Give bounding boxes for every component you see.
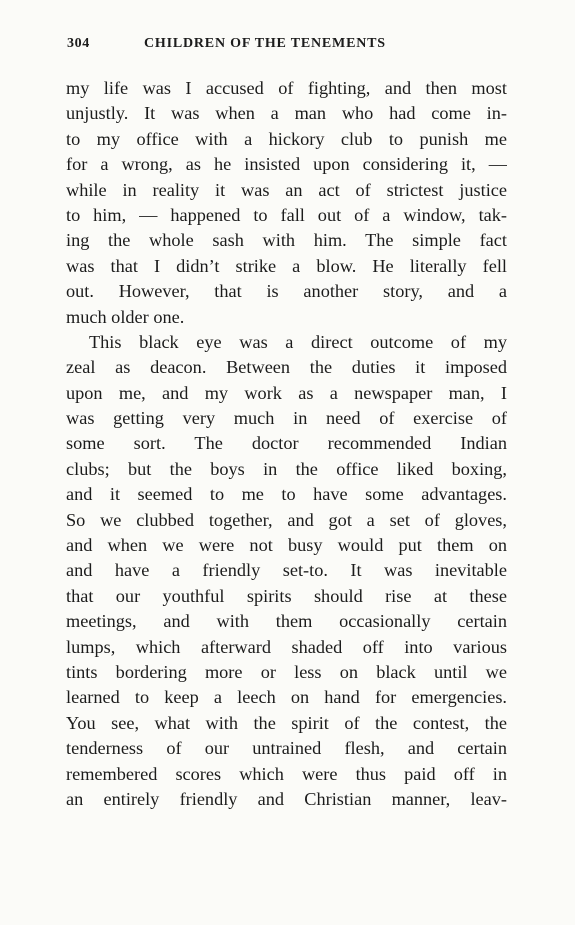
- text-line: So we clubbed together, and got a set of gloves,: [66, 509, 507, 530]
- text-line: was that I didn’t strike a blow. He literally fell: [66, 255, 507, 276]
- text-line: unjustly. It was when a man who had come in-: [66, 103, 507, 124]
- text-line: lumps, which afterward shaded off into various: [66, 636, 507, 657]
- text-line: some sort. The doctor recommended Indian: [66, 433, 507, 454]
- text-line: and when we were not busy would put them on: [66, 535, 507, 556]
- paragraph-end-line: much older one.: [66, 306, 185, 327]
- text-line: while in reality it was an act of strictest justice: [66, 179, 507, 200]
- text-line: to him, — happened to fall out of a window, tak-: [66, 204, 507, 225]
- text-line: zeal as deacon. Between the duties it imposed: [66, 357, 507, 378]
- text-line: an entirely friendly and Christian manner, leav-: [66, 788, 507, 809]
- text-line: out. However, that is another story, and a: [66, 281, 507, 302]
- text-line: upon me, and my work as a newspaper man, I: [66, 382, 507, 403]
- text-line: that our youthful spirits should rise at these: [66, 585, 507, 606]
- text-line: my life was I accused of fighting, and then most: [66, 78, 507, 98]
- paragraph-start-line: This black eye was a direct outcome of my: [89, 331, 507, 352]
- text-line: clubs; but the boys in the office liked boxing,: [66, 458, 507, 479]
- text-line: and it seemed to me to have some advantages.: [66, 484, 507, 505]
- text-line: ing the whole sash with him. The simple fact: [66, 230, 507, 251]
- text-line: was getting very much in need of exercise of: [66, 408, 507, 429]
- text-line: to my office with a hickory club to punish me: [66, 128, 507, 149]
- text-line: tints bordering more or less on black until we: [66, 661, 507, 682]
- text-line: and have a friendly set-to. It was inevitable: [66, 560, 507, 581]
- text-line: You see, what with the spirit of the contest, the: [66, 712, 507, 733]
- text-line: meetings, and with them occasionally certain: [66, 611, 507, 632]
- page-number: 304: [67, 36, 90, 51]
- text-line: remembered scores which were thus paid off in: [66, 763, 507, 784]
- text-line: for a wrong, as he insisted upon considering it, —: [66, 154, 507, 175]
- running-header: [67, 36, 507, 58]
- body-text: [66, 76, 507, 812]
- text-line: learned to keep a leech on hand for emergencies.: [66, 687, 507, 708]
- running-title: CHILDREN OF THE TENEMENTS: [144, 36, 386, 51]
- text-line: tenderness of our untrained flesh, and certain: [66, 738, 507, 759]
